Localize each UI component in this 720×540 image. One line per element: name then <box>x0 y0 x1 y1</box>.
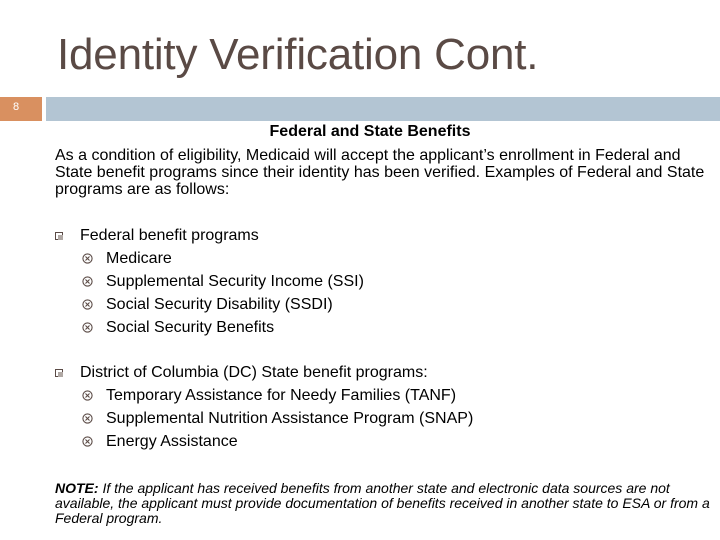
section-subtitle: Federal and State Benefits <box>269 123 471 140</box>
list-item-label: Temporary Assistance for Needy Families (TANF) <box>106 387 457 404</box>
state-section <box>55 361 473 453</box>
state-section-item <box>55 361 473 453</box>
square-bullet-icon <box>55 232 63 240</box>
square-bullet-icon <box>55 369 63 377</box>
list-item <box>55 384 473 407</box>
federal-program-list <box>55 247 364 339</box>
list-item <box>55 270 364 293</box>
note-paragraph <box>55 481 715 526</box>
circle-x-bullet-icon <box>82 322 93 333</box>
circle-x-bullet-icon <box>82 299 93 310</box>
list-item-label: Social Security Disability (SSDI) <box>106 296 333 313</box>
list-item <box>55 407 473 430</box>
section-header-label: District of Columbia (DC) State benefit programs: <box>80 364 428 381</box>
circle-x-bullet-icon <box>82 413 93 424</box>
circle-x-bullet-icon <box>82 276 93 287</box>
list-item <box>55 293 364 316</box>
list-item-label: Supplemental Nutrition Assistance Program (SNAP) <box>106 410 474 427</box>
list-item <box>55 430 473 453</box>
section-header-label: Federal benefit programs <box>80 227 259 244</box>
list-item-label: Supplemental Security Income (SSI) <box>106 273 364 290</box>
state-section-header <box>55 361 473 384</box>
slide-title: Identity Verification Cont. <box>57 30 539 79</box>
list-item-label: Social Security Benefits <box>106 319 275 336</box>
note-label: NOTE: <box>55 480 99 496</box>
list-item-label: Energy Assistance <box>106 433 238 450</box>
list-item-label: Medicare <box>106 250 172 267</box>
federal-section-header <box>55 224 364 247</box>
list-item <box>55 316 364 339</box>
list-item <box>55 247 364 270</box>
federal-section-item <box>55 224 364 339</box>
circle-x-bullet-icon <box>82 390 93 401</box>
note-text: If the applicant has received benefits from another state and electronic data sources are not available, the applicant must provide documentation of benefits received in another state to ESA or from a Federal program. <box>55 480 710 526</box>
intro-paragraph: As a condition of eligibility, Medicaid will accept the applicant’s enrollment in Federal and State benefit programs since their identity has been verified. Examples of Federal and State programs are as follows: <box>55 147 705 198</box>
circle-x-bullet-icon <box>82 436 93 447</box>
state-program-list <box>55 384 473 453</box>
title-rule <box>46 97 720 121</box>
circle-x-bullet-icon <box>82 253 93 264</box>
page-number-badge: 8 <box>0 97 42 121</box>
federal-section <box>55 224 364 339</box>
